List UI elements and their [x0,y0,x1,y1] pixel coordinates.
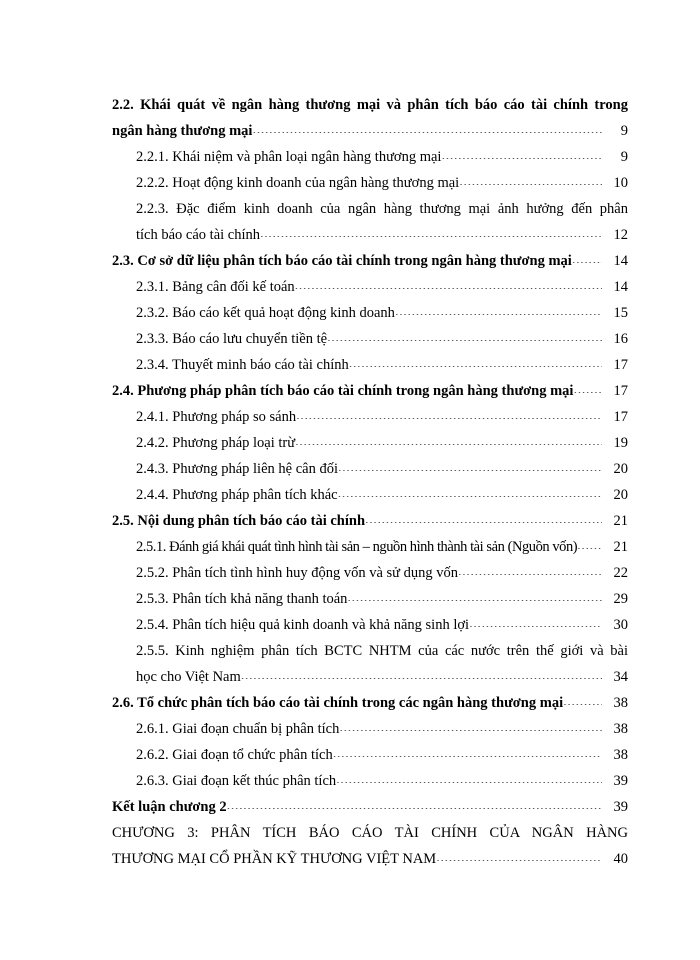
dot-leader [441,143,602,159]
page-number: 21 [613,513,628,529]
page-number: 9 [620,149,628,165]
toc-entry-2-4-3[interactable] [112,456,628,482]
toc-entry-title: 2.4.3. Phương pháp liên hệ cân đối [136,461,338,477]
dot-leader [563,689,602,705]
dot-leader [296,403,602,419]
page-number: 15 [613,305,628,321]
toc-entry-title: 2.5.4. Phân tích hiệu quả kinh doanh và khả năng sinh lợi [136,617,470,633]
toc-entry-2-2-1[interactable] [112,144,628,170]
toc-entry-title: 2.3.4. Thuyết minh báo cáo tài chính [136,357,349,373]
page-number: 21 [613,539,628,555]
toc-entry-title-line-1: 2.2.3. Đặc điểm kinh doanh của ngân hàng thương mại ảnh hưởng đến phân [136,201,628,217]
dot-leader [395,299,602,315]
toc-entry-conclusion-ch2[interactable] [112,794,628,820]
toc-entry-2-3-3[interactable] [112,326,628,352]
page-number: 39 [613,799,628,815]
toc-entry-title: 2.5.2. Phân tích tình hình huy động vốn và sử dụng vốn [136,565,459,581]
toc-entry-2-3[interactable] [112,248,628,274]
toc-entry-title-line-2: học cho Việt Nam [136,669,241,685]
toc-entry-2-6-1[interactable] [112,716,628,742]
dot-leader [338,455,602,471]
page-number: 12 [613,227,628,243]
toc-entry-2-5[interactable] [112,508,628,534]
page-number: 22 [613,565,628,581]
dot-leader [339,715,602,731]
toc-entry-title: 2.4.1. Phương pháp so sánh [136,409,297,425]
page-number: 17 [613,409,628,425]
toc-entry-title: 2.6.1. Giai đoạn chuẩn bị phân tích [136,721,340,737]
page-number: 9 [620,123,628,139]
page-number: 10 [613,175,628,191]
dot-leader [295,273,602,289]
dot-leader [241,663,602,679]
toc-entry-title: 2.4.2. Phương pháp loại trừ [136,435,296,451]
toc-entry-2-5-5[interactable] [112,638,628,690]
toc-entry-title: 2.6.2. Giai đoạn tổ chức phân tích [136,747,333,763]
toc-entry-title: 2.5.3. Phân tích khả năng thanh toán [136,591,348,607]
page-number: 20 [613,487,628,503]
toc-entry-2-3-2[interactable] [112,300,628,326]
dot-leader [573,377,602,393]
dot-leader [572,247,602,263]
toc-entry-2-6-2[interactable] [112,742,628,768]
page-number: 39 [613,773,628,789]
page-number: 38 [613,747,628,763]
dot-leader [365,507,602,523]
toc-entry-2-4-4[interactable] [112,482,628,508]
page-number: 29 [613,591,628,607]
page-number: 30 [613,617,628,633]
toc-entry-2-6[interactable] [112,690,628,716]
toc-entry-2-5-1[interactable] [112,534,628,560]
toc-entry-title-line-2: ngân hàng thương mại [112,123,253,139]
toc-entry-chapter-3[interactable] [112,820,628,872]
toc-entry-2-2-3[interactable] [112,196,628,248]
toc-entry-title: 2.6. Tổ chức phân tích báo cáo tài chính trong các ngân hàng thương mại [112,695,564,711]
toc-entry-title: 2.3.2. Báo cáo kết quả hoạt động kinh doanh [136,305,395,321]
page-number: 17 [613,357,628,373]
toc-entry-title: 2.3. Cơ sở dữ liệu phân tích báo cáo tài chính trong ngân hàng thương mại [112,253,572,269]
dot-leader [577,533,602,549]
page-number: 17 [613,383,628,399]
dot-leader [349,351,602,367]
dot-leader [338,481,602,497]
dot-leader [458,559,602,575]
page-number: 14 [613,279,628,295]
toc-entry-title-line-1: 2.2. Khái quát về ngân hàng thương mại và phân tích báo cáo tài chính trong [112,97,628,113]
dot-leader [333,741,602,757]
toc-entry-2-3-4[interactable] [112,352,628,378]
page-number: 16 [613,331,628,347]
page-number: 34 [613,669,628,685]
toc-entry-2-2[interactable] [112,92,628,144]
toc-entry-title: 2.4.4. Phương pháp phân tích khác [136,487,338,503]
dot-leader [295,429,602,445]
dot-leader [459,169,602,185]
toc-entry-title: 2.5.1. Đánh giá khái quát tình hình tài sản – nguồn hình thành tài sản (Nguồn vốn) [136,539,578,555]
toc-entry-title: 2.5. Nội dung phân tích báo cáo tài chính [112,513,366,529]
page-number: 38 [613,721,628,737]
dot-leader [347,585,602,601]
page-number: 20 [613,461,628,477]
toc-entry-2-5-2[interactable] [112,560,628,586]
toc-entry-2-4[interactable] [112,378,628,404]
dot-leader [227,793,602,809]
toc-entry-title: Kết luận chương 2 [112,799,227,815]
toc-entry-title-line-2: THƯƠNG MẠI CỔ PHẦN KỸ THƯƠNG VIỆT NAM [112,851,437,867]
dot-leader [336,767,602,783]
toc-entry-2-3-1[interactable] [112,274,628,300]
toc-entry-title: 2.3.1. Bảng cân đối kế toán [136,279,295,295]
toc-entry-2-4-2[interactable] [112,430,628,456]
page-number: 40 [613,851,628,867]
toc-entry-title: 2.4. Phương pháp phân tích báo cáo tài chính trong ngân hàng thương mại [112,383,574,399]
toc-entry-title-line-2: tích báo cáo tài chính [136,227,261,243]
toc-entry-2-6-3[interactable] [112,768,628,794]
page-number: 38 [613,695,628,711]
dot-leader [252,117,602,133]
toc-entry-title: 2.2.2. Hoạt động kinh doanh của ngân hàng thương mại [136,175,460,191]
toc-entry-2-5-3[interactable] [112,586,628,612]
page-number: 19 [613,435,628,451]
toc-entry-title: 2.6.3. Giai đoạn kết thúc phân tích [136,773,337,789]
table-of-contents [112,92,628,872]
dot-leader [327,325,602,341]
toc-entry-title: 2.2.1. Khái niệm và phân loại ngân hàng thương mại [136,149,442,165]
toc-entry-2-2-2[interactable] [112,170,628,196]
toc-entry-2-4-1[interactable] [112,404,628,430]
toc-entry-title: 2.3.3. Báo cáo lưu chuyển tiền tệ [136,331,328,347]
dot-leader [260,221,602,237]
toc-entry-title-line-1: CHƯƠNG 3: PHÂN TÍCH BÁO CÁO TÀI CHÍNH CỦA NGÂN HÀNG [112,825,628,841]
page-number: 14 [613,253,628,269]
dot-leader [469,611,602,627]
dot-leader [436,845,602,861]
toc-entry-title-line-1: 2.5.5. Kinh nghiệm phân tích BCTC NHTM của các nước trên thế giới và bài [136,643,628,659]
toc-entry-2-5-4[interactable] [112,612,628,638]
